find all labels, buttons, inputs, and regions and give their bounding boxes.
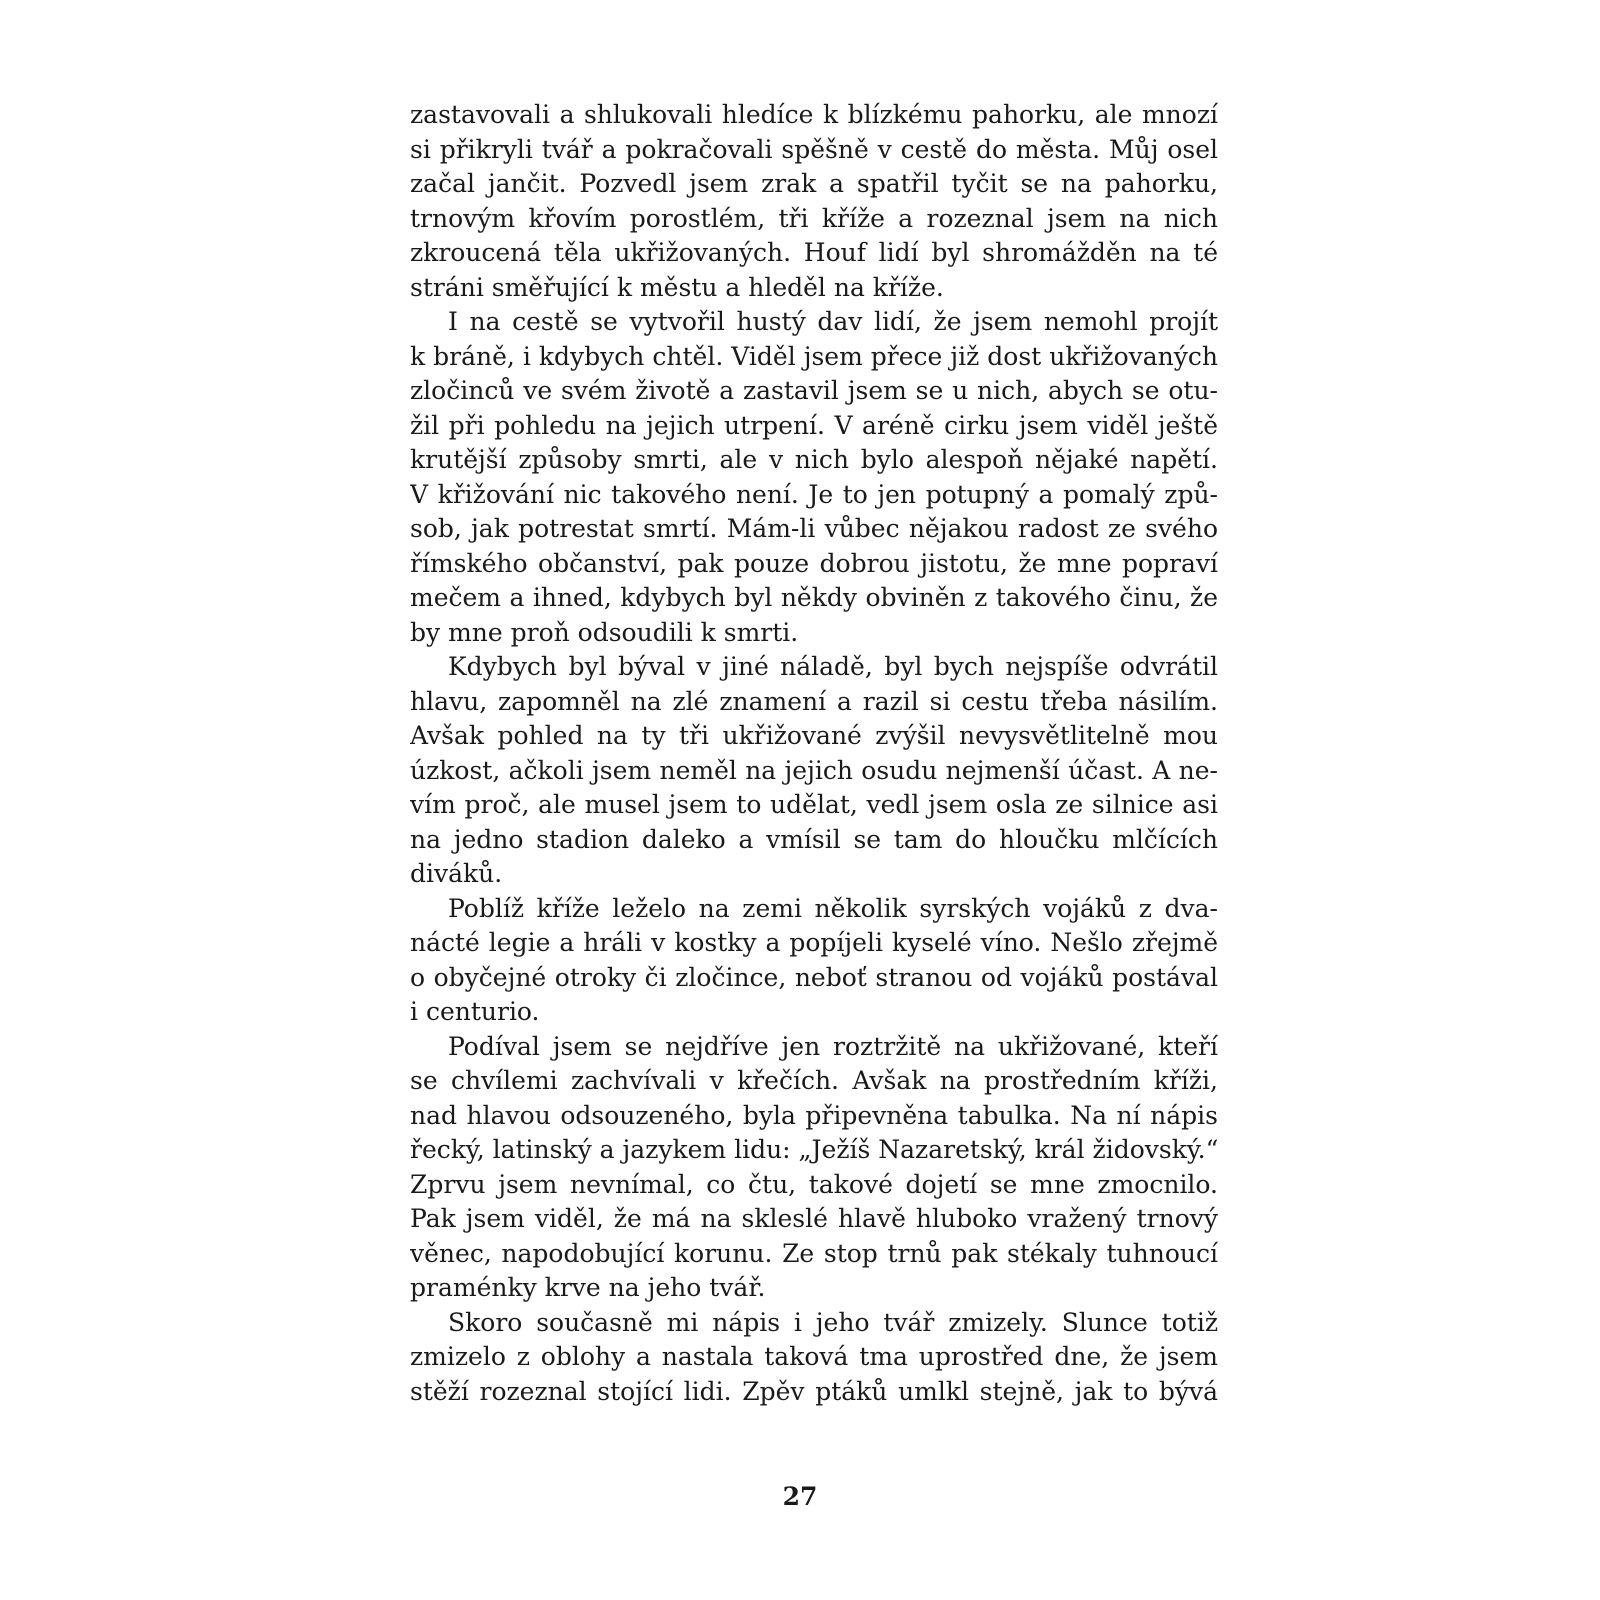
text-line: římského občanství, pak pouze dobrou jistotu, že mne popraví	[410, 548, 1218, 578]
text-line: nad hlavou odsouzeného, byla připevněna tabulka. Na ní nápis	[410, 1100, 1218, 1130]
text-line: zmizelo z oblohy a nastala taková tma uprostřed dne, že jsem	[410, 1342, 1218, 1371]
text-line: hlavu, zapomněl na zlé znamení a razil si cestu třeba násilím.	[410, 686, 1218, 716]
text-line: krutější způsoby smrti, ale v nich bylo alespoň nějaké napětí.	[410, 445, 1218, 474]
text-line: věnec, napodobující korunu. Ze stop trnů pak stékaly tuhnoucí	[410, 1238, 1218, 1268]
text-line: praménky krve na jeho tvář.	[410, 1273, 766, 1302]
text-line: Kdybych byl býval v jiné náladě, byl bych nejspíše odvrátil	[448, 652, 1218, 681]
text-line: se chvílemi zachvívali v křečích. Avšak na prostředním kříži,	[410, 1066, 1218, 1095]
text-line: I na cestě se vytvořil hustý dav lidí, že jsem nemohl projít	[448, 307, 1218, 336]
paragraph	[410, 98, 1218, 305]
text-line: sob, jak potrestat smrtí. Mám-li vůbec nějakou radost ze svého	[410, 514, 1218, 543]
paragraph	[410, 1306, 1218, 1410]
text-line: úzkost, ačkoli jsem neměl na jejich osudu nejmenší účast. A ne-	[410, 755, 1218, 785]
paragraph	[410, 305, 1218, 650]
text-line: Zprvu jsem nevnímal, co čtu, takové dojetí se mne zmocnilo.	[410, 1169, 1218, 1199]
text-line: vím proč, ale musel jsem to udělat, vedl jsem osla ze silnice asi	[410, 790, 1218, 819]
text-line: zastavovali a shlukovali hledíce k blízkému pahorku, ale mnozí	[410, 100, 1218, 129]
body-text	[410, 98, 1218, 1409]
text-line: stěží rozeznal stojící lidi. Zpěv ptáků umlkl stejně, jak to bývá	[410, 1376, 1218, 1406]
text-line: zkroucená těla ukřižovaných. Houf lidí byl shromážděn na té	[410, 238, 1218, 267]
text-line: diváků.	[410, 859, 503, 888]
paragraph	[410, 892, 1218, 1030]
paragraph	[410, 650, 1218, 892]
text-line: mečem a ihned, kdybych byl někdy obviněn z takového činu, že	[410, 583, 1218, 612]
text-line: Pak jsem viděl, že má na skleslé hlavě hluboko vražený trnový	[410, 1204, 1218, 1233]
text-line: nácté legie a hráli v kostky a popíjeli kyselé víno. Nešlo zřejmě	[410, 928, 1218, 957]
text-line: žil při pohledu na jejich utrpení. V aréně cirku jsem viděl ještě	[410, 410, 1218, 440]
text-line: na jedno stadion daleko a vmísil se tam do hloučku mlčících	[410, 824, 1218, 854]
text-line: začal jančit. Pozvedl jsem zrak a spatřil tyčit se na pahorku,	[410, 169, 1218, 198]
page-number: 27	[782, 1482, 818, 1511]
text-line: by mne proň odsoudili k smrti.	[410, 617, 799, 647]
text-line: Skoro současně mi nápis i jeho tvář zmizely. Slunce totiž	[448, 1307, 1218, 1337]
text-line: trnovým křovím porostlém, tři kříže a rozeznal jsem na nich	[410, 203, 1218, 233]
text-line: i centurio.	[410, 997, 540, 1026]
text-line: Avšak pohled na ty tři ukřižované zvýšil nevysvětlitelně mou	[410, 721, 1218, 750]
paragraph	[410, 1030, 1218, 1306]
text-line: stráni směřující k městu a hleděl na kříže.	[410, 272, 944, 302]
text-line: k bráně, i kdybych chtěl. Viděl jsem přece již dost ukřižovaných	[410, 341, 1218, 371]
text-line: Poblíž kříže leželo na zemi několik syrských vojáků z dva-	[448, 893, 1218, 923]
text-line: si přikryli tvář a pokračovali spěšně v cestě do města. Můj osel	[410, 134, 1218, 164]
text-line: V křižování nic takového není. Je to jen potupný a pomalý způ-	[410, 479, 1218, 509]
text-line: řecký, latinský a jazykem lidu: „Ježíš Nazaretský, král židovský.“	[410, 1135, 1218, 1164]
text-line: Podíval jsem se nejdříve jen roztržitě na ukřižované, kteří	[448, 1031, 1218, 1061]
text-line: zločinců ve svém životě a zastavil jsem se u nich, abych se otu-	[410, 376, 1218, 405]
text-line: o obyčejné otroky či zločince, neboť stranou od vojáků postával	[410, 962, 1218, 992]
